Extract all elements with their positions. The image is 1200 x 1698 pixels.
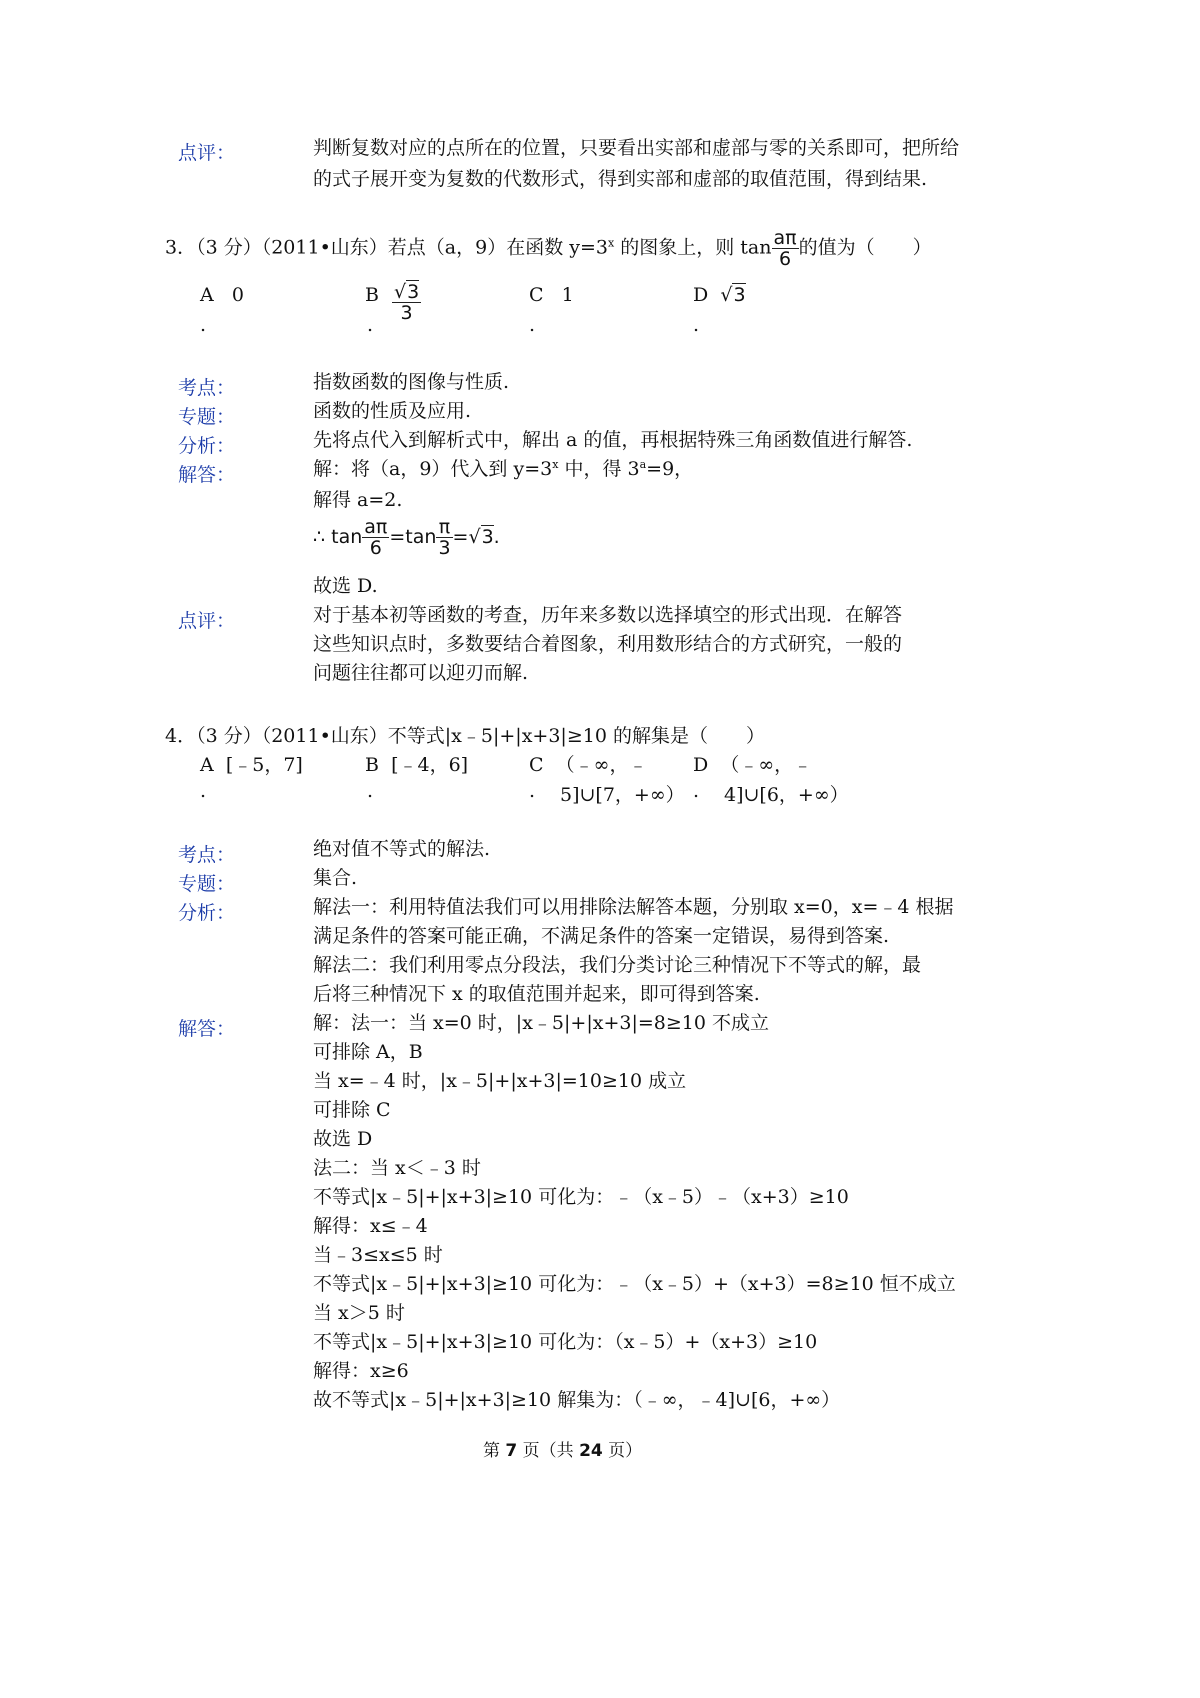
q3-jieda-1b: 中，得 3	[564, 458, 640, 480]
q3-jieda-sup2: a	[639, 458, 647, 471]
q4-option-b	[365, 750, 468, 777]
q4-jieda-line-3: 当 x=﹣4 时，|x﹣5|+|x+3|=10≥10 成立	[313, 1070, 687, 1092]
q4-fenxi-line-4: 后将三种情况下 x 的取值范围并起来，即可得到答案.	[313, 983, 760, 1005]
q4-jieda-line-13: 解得：x≥6	[313, 1360, 409, 1382]
q3-dianping-label: 点评：	[178, 610, 236, 632]
q4-kaodian: 绝对值不等式的解法.	[313, 838, 491, 860]
q3-formula-radicand: 3	[481, 526, 494, 548]
q4-option-a	[200, 750, 303, 777]
q3-jieda-sup1: x	[552, 458, 559, 471]
q3-dianping-line-2: 这些知识点时，多数要结合着图象，利用数形结合的方式研究，一般的	[313, 633, 903, 655]
q4-option-c-dot: .	[529, 780, 536, 802]
q4-fenxi-line-1: 解法一：利用特值法我们可以用排除法解答本题，分别取 x=0，x=﹣4 根据	[313, 896, 954, 918]
q3-dianping-line-1: 对于基本初等函数的考查，历年来多数以选择填空的形式出现．在解答	[313, 604, 903, 626]
footer-total-pages: 24	[579, 1441, 603, 1461]
q3-option-b-num	[392, 282, 421, 303]
q3-jieda-label: 解答：	[178, 464, 236, 486]
q4-option-b-letter: B	[365, 754, 379, 776]
q4-option-d-line2: 4]∪[6，+∞）	[724, 784, 849, 806]
footer-page-number: 7	[505, 1441, 518, 1461]
q4-jieda-line-14: 故不等式|x﹣5|+|x+3|≥10 解集为：（﹣∞，﹣4]∪[6，+∞）	[313, 1389, 841, 1411]
q3-fenxi: 先将点代入到解析式中，解出 a 的值，再根据特殊三角函数值进行解答.	[313, 429, 913, 451]
q4-option-c	[529, 750, 647, 777]
q4-jieda-line-6: 法二：当 x＜﹣3 时	[313, 1157, 481, 1179]
q3-dianping-line-3: 问题往往都可以迎刃而解.	[313, 662, 529, 684]
q4-stem: 4．（3 分）（2011•山东）不等式|x﹣5|+|x+3|≥10 的解集是（ ）	[165, 725, 765, 747]
q3-kaodian: 指数函数的图像与性质.	[313, 371, 510, 393]
q3-option-a	[200, 284, 244, 306]
q4-fenxi-line-2: 满足条件的答案可能正确，不满足条件的答案一定错误，易得到答案.	[313, 925, 890, 947]
q3-jieda-1c: =9，	[646, 458, 694, 480]
q4-jieda-line-7: 不等式|x﹣5|+|x+3|≥10 可化为：﹣（x﹣5）﹣（x+3）≥10	[313, 1186, 849, 1208]
footer-middle: 页（共	[522, 1441, 574, 1461]
q3-option-d-letter: D	[693, 284, 709, 306]
q4-jieda-line-10: 不等式|x﹣5|+|x+3|≥10 可化为：﹣（x﹣5）+（x+3）=8≥10 恒不成立	[313, 1273, 956, 1295]
q4-jieda-line-2: 可排除 A，B	[313, 1041, 423, 1063]
q4-jieda-line-4: 可排除 C	[313, 1099, 391, 1121]
q3-formula-tan2: tan	[405, 526, 437, 548]
q4-option-a-dot: .	[200, 780, 207, 802]
q3-option-d-radicand: 3	[733, 284, 746, 306]
q4-option-c-line2: 5]∪[7，+∞）	[560, 784, 685, 806]
q4-fenxi-line-3: 解法二：我们利用零点分段法，我们分类讨论三种情况下不等式的解，最	[313, 954, 922, 976]
q4-option-d-dot: .	[693, 780, 700, 802]
q3-option-b-fraction	[392, 282, 421, 323]
q3-option-b-value	[392, 282, 421, 323]
q3-zhuanti-label: 专题：	[178, 406, 236, 428]
q4-kaodian-label: 考点：	[178, 844, 236, 866]
sqrt-icon: √	[720, 284, 733, 306]
q4-fenxi-label: 分析：	[178, 902, 236, 924]
q3-option-a-value: 0	[231, 284, 244, 306]
q4-jieda-line-5: 故选 D	[313, 1128, 373, 1150]
q3-zhuanti: 函数的性质及应用.	[313, 400, 472, 422]
page-footer	[483, 1436, 642, 1461]
q3-formula-frac1	[362, 517, 389, 558]
q3-jieda-line-4: 故选 D.	[313, 575, 378, 597]
q3-stem-sup: x	[607, 236, 615, 250]
q3-option-c-value: 1	[561, 284, 574, 306]
q3-option-d-value	[720, 283, 745, 306]
q3-frac-num: aπ	[773, 227, 797, 249]
q3-formula-eq2: =	[452, 526, 469, 548]
q4-zhuanti-label: 专题：	[178, 873, 236, 895]
q3-formula-eq1: =	[389, 526, 406, 548]
therefore-icon: ∴	[313, 526, 326, 548]
q3-frac-den: 6	[779, 248, 792, 270]
q3-kaodian-label: 考点：	[178, 377, 236, 399]
q3-formula-tan1: tan	[331, 526, 363, 548]
q3-option-c-dot: .	[529, 314, 536, 336]
q3-formula-frac2-num: π	[436, 517, 452, 538]
sqrt-icon: √	[394, 281, 407, 303]
q4-option-a-value: [﹣5，7]	[225, 754, 303, 776]
q4-jieda-line-1: 解：法一：当 x=0 时，|x﹣5|+|x+3|=8≥10 不成立	[313, 1012, 770, 1034]
q4-jieda-line-8: 解得：x≤﹣4	[313, 1215, 428, 1237]
q4-option-d	[693, 750, 812, 777]
q3-jieda-formula	[313, 517, 500, 558]
q3-jieda-line-1	[313, 454, 693, 485]
q4-option-d-line1: （﹣∞，﹣	[720, 754, 813, 776]
q4-option-d-letter: D	[693, 754, 709, 776]
q3-fenxi-label: 分析：	[178, 435, 236, 457]
footer-suffix: 页）	[608, 1441, 643, 1461]
q3-option-d-dot: .	[693, 314, 700, 336]
q3-option-b-dot: .	[367, 314, 374, 336]
q3-stem	[165, 228, 932, 269]
comment-line-1: 判断复数对应的点所在的位置，只要看出实部和虚部与零的关系即可，把所给	[313, 137, 960, 159]
q3-option-c	[529, 284, 574, 306]
q4-jieda-line-12: 不等式|x﹣5|+|x+3|≥10 可化为：（x﹣5）+（x+3）≥10	[313, 1331, 818, 1353]
q3-stem-text-a: 3．（3 分）（2011•山东）若点（a，9）在函数 y=3	[165, 236, 608, 259]
q4-option-c-letter: C	[529, 754, 544, 776]
q4-option-b-dot: .	[367, 780, 374, 802]
q4-option-b-value: [﹣4，6]	[391, 754, 469, 776]
q3-option-b-den: 3	[400, 302, 413, 324]
comment-line-2: 的式子展开变为复数的代数形式，得到实部和虚部的取值范围，得到结果.	[313, 168, 928, 190]
q3-formula-end-dot: .	[493, 526, 500, 548]
q4-option-c-line1: （﹣∞，﹣	[555, 754, 648, 776]
q3-formula-frac1-num: aπ	[364, 516, 388, 538]
q4-zhuanti: 集合.	[313, 867, 358, 889]
q3-option-d	[693, 284, 746, 306]
q3-jieda-line-2: 解得 a=2.	[313, 489, 403, 511]
q3-formula-frac1-den: 6	[369, 537, 382, 559]
q3-stem-fraction	[772, 228, 799, 269]
q3-option-c-letter: C	[529, 284, 544, 306]
q3-jieda-1a: 解：将（a，9）代入到 y=3	[313, 458, 553, 480]
q4-option-a-letter: A	[200, 754, 214, 776]
q3-formula-frac2	[436, 517, 452, 558]
q4-jieda-line-9: 当﹣3≤x≤5 时	[313, 1244, 443, 1266]
comment-label: 点评：	[178, 142, 236, 164]
q3-option-a-letter: A	[200, 284, 214, 306]
q3-formula-sqrt	[468, 525, 493, 548]
sqrt-icon: √	[468, 526, 481, 548]
q3-formula-frac2-den: 3	[438, 537, 451, 559]
q4-jieda-label: 解答：	[178, 1018, 236, 1040]
q3-stem-text-c: 的值为（ ）	[798, 236, 932, 259]
footer-prefix: 第	[483, 1441, 500, 1461]
q3-option-a-dot: .	[200, 314, 207, 336]
q4-jieda-line-11: 当 x＞5 时	[313, 1302, 405, 1324]
q3-stem-text-b: 的图象上，则 tan	[620, 236, 772, 259]
q3-option-b-letter: B	[365, 284, 379, 306]
q3-option-b-radicand: 3	[407, 281, 420, 303]
